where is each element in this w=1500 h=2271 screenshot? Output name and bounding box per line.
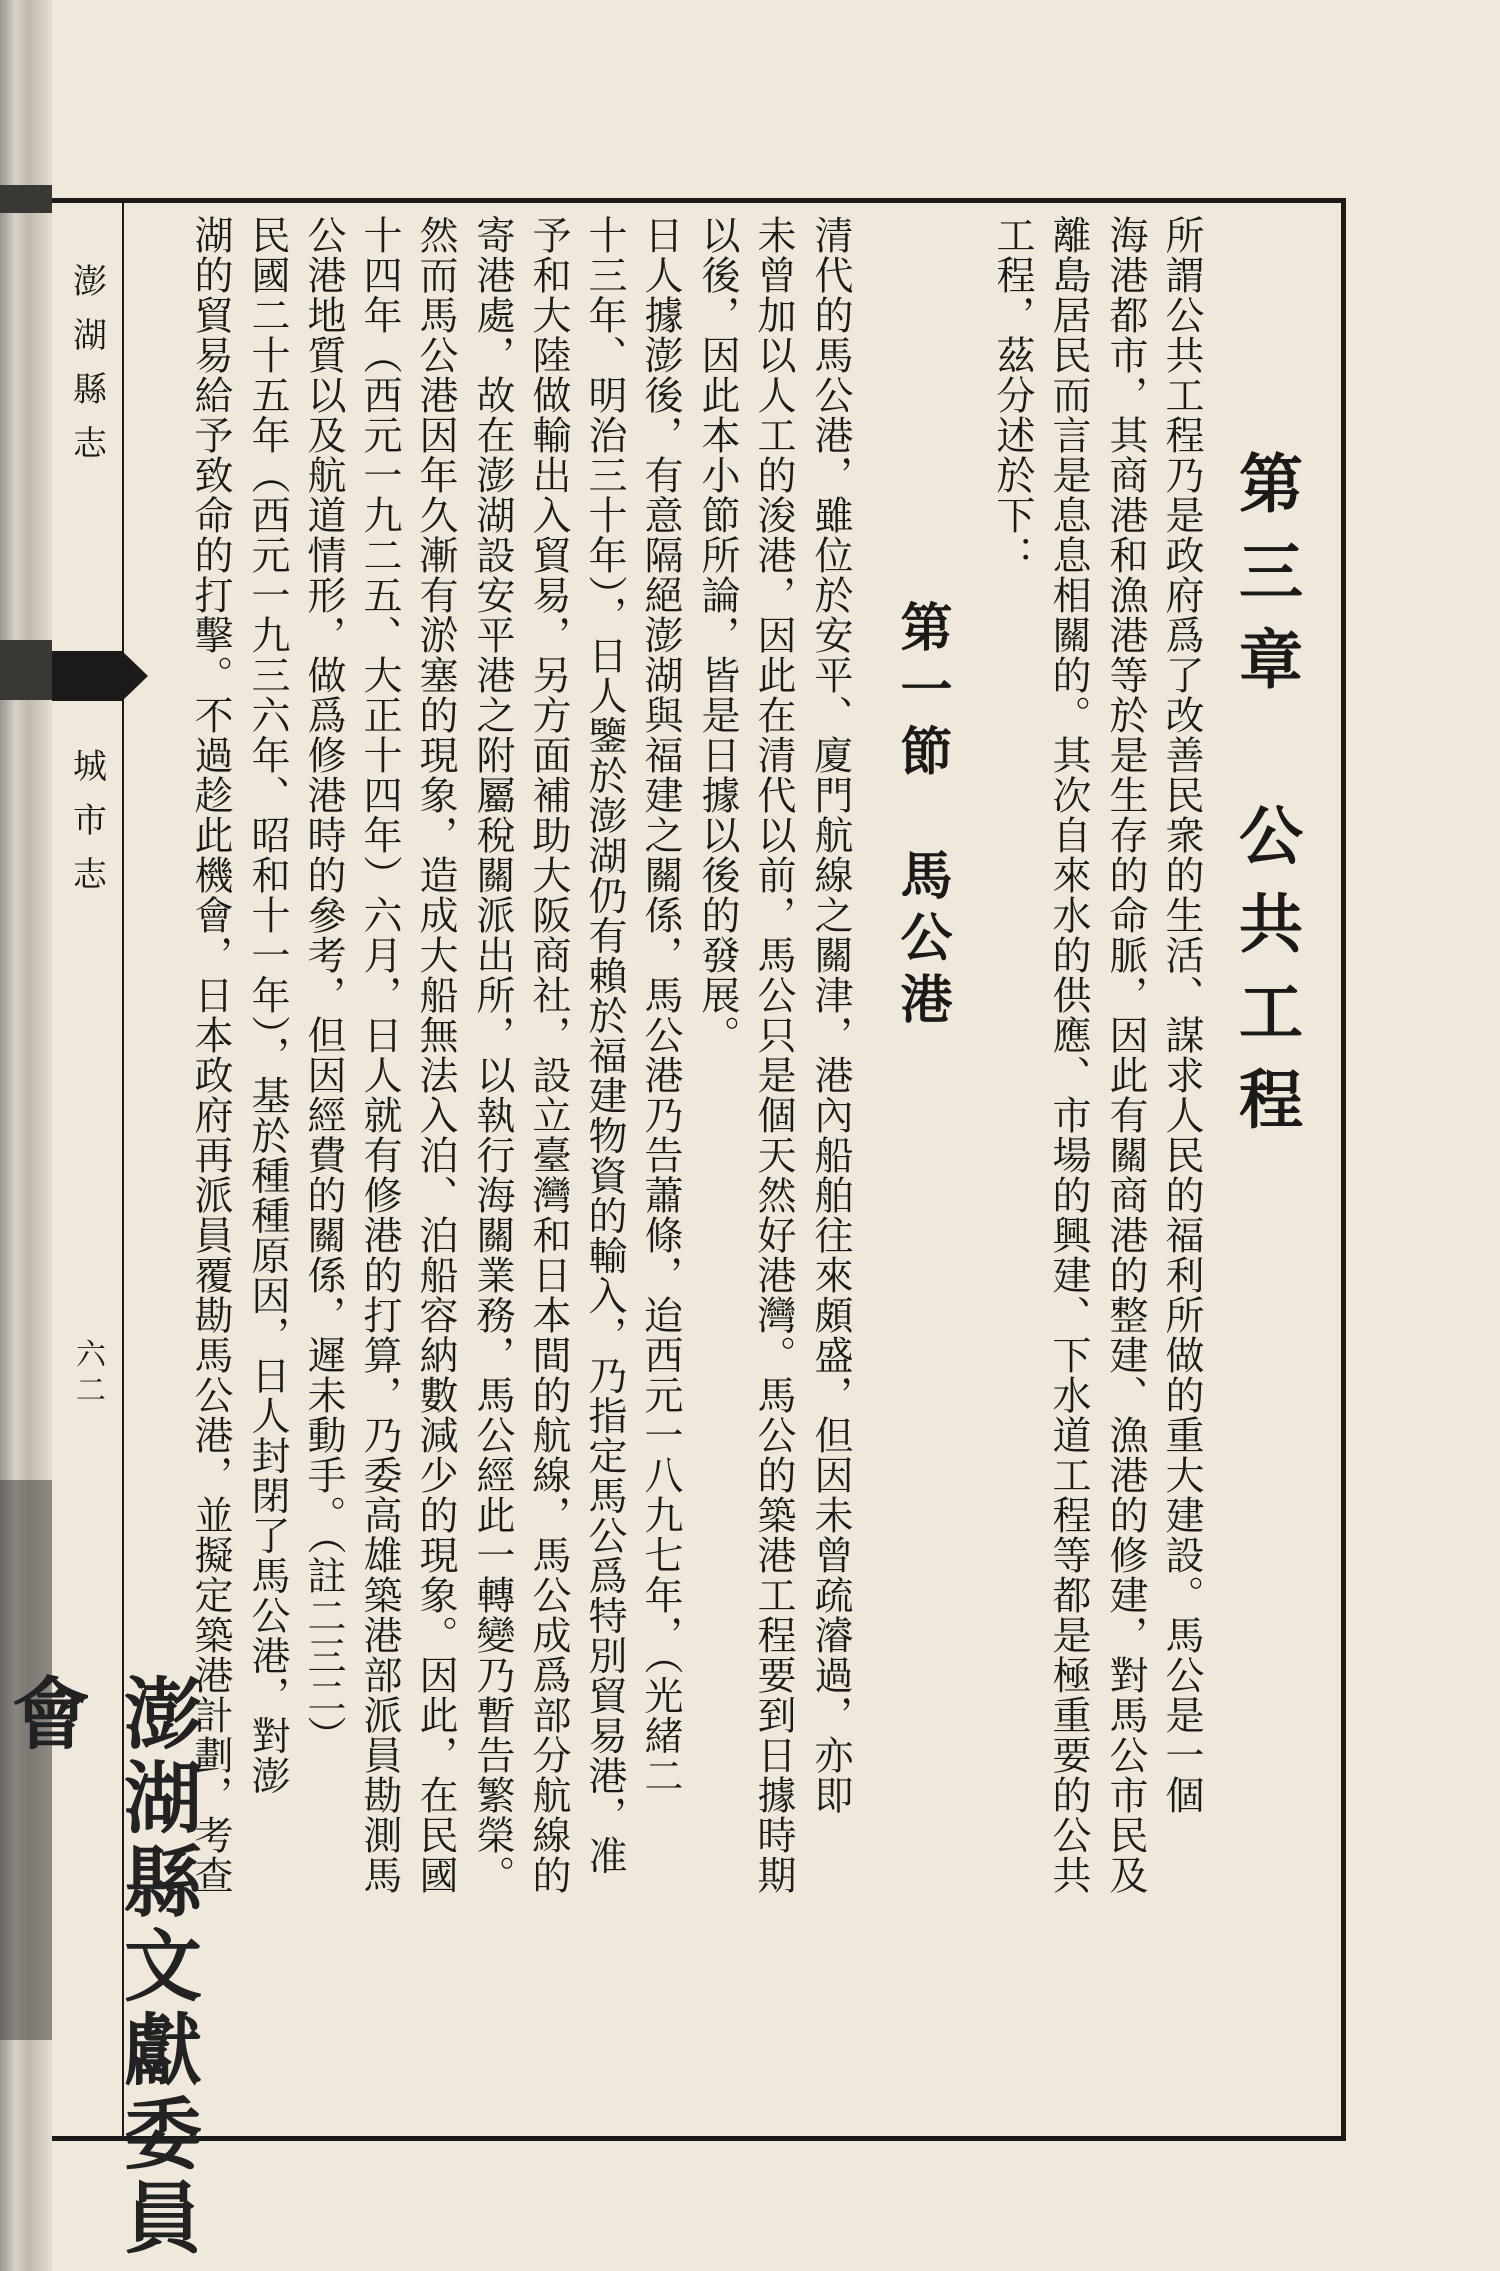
intro-line: 離島居民而言是息息相關的。其次自來水的供應、市場的興建、下水道工程等都是極重要的公共 xyxy=(1046,215,1091,1895)
intro-line: 所謂公共工程乃是政府爲了改善民衆的生活、謀求人民的福利所做的重大建設。馬公是一個 xyxy=(1159,215,1204,1815)
chapter-heading: 第三章 公共工程 xyxy=(1228,450,1303,1154)
main-text xyxy=(124,215,1336,2120)
section-title: 城市志 xyxy=(66,748,107,910)
body-line: 然而馬公港因年久漸有淤塞的現象，造成大船無法入泊、泊船容納數減少的現象。因此，在民國 xyxy=(413,215,458,1895)
chapter-band xyxy=(52,651,122,701)
section-heading: 第一節 馬公港 xyxy=(891,600,952,1034)
intro-line: 工程，茲分述於下： xyxy=(990,215,1035,575)
publisher-stamp: 澎湖縣文獻委員 xyxy=(111,1673,202,2261)
body-line: 十三年、明治三十年），日人鑒於澎湖仍有賴於福建物資的輸入，乃指定馬公爲特別貿易港，准 xyxy=(582,215,627,1876)
book-title: 澎湖縣志 xyxy=(66,263,107,479)
intro-line: 海港都市，其商港和漁港等於是生存的命脈，因此有關商港的整建、漁港的修建，對馬公市民及 xyxy=(1103,215,1148,1895)
body-line: 寄港處，故在澎湖設安平港之附屬稅關派出所，以執行海關業務，馬公經此一轉變乃暫告繁榮。 xyxy=(470,215,515,1895)
body-line: 湖的貿易給予致命的打擊。不過趁此機會，日本政府再派員覆勘馬公港，並擬定築港計劃，考查 xyxy=(188,215,233,1895)
body-line: 以後，因此本小節所論，皆是日據以後的發展。 xyxy=(695,215,740,1055)
body-line: 予和大陸做輸出入貿易，另方面補助大阪商社，設立臺灣和日本間的航線，馬公成爲部分航線的 xyxy=(526,215,571,1895)
page-number: 六二 xyxy=(70,1338,105,1410)
body-line: 十四年（西元一九二五、大正十四年）六月，日人就有修港的打算，乃委高雄築港部派員勘測馬 xyxy=(357,215,402,1895)
running-head xyxy=(52,203,202,2261)
page-edge-mark xyxy=(0,640,52,700)
page-edge-mark xyxy=(0,185,52,213)
body-line: 日人據澎後，有意隔絕澎湖與福建之關係，馬公港乃告蕭條，迨西元一八九七年，（光緒二 xyxy=(638,215,683,1796)
body-line: 未曾加以人工的浚港，因此在清代以前，馬公只是個天然好港灣。馬公的築港工程要到日據時期 xyxy=(751,215,796,1895)
body-line: 民國二十五年（西元一九三六年、昭和十一年），基於種種原因，日人封閉了馬公港，對澎 xyxy=(245,215,290,1796)
body-line: 清代的馬公港，雖位於安平、廈門航線之關津，港內船舶往來頗盛，但因未曾疏濬過，亦即 xyxy=(808,215,853,1815)
body-line: 公港地質以及航道情形，做爲修港時的參考，但因經費的關係，遲未動手。（註二三二） xyxy=(301,215,346,1756)
